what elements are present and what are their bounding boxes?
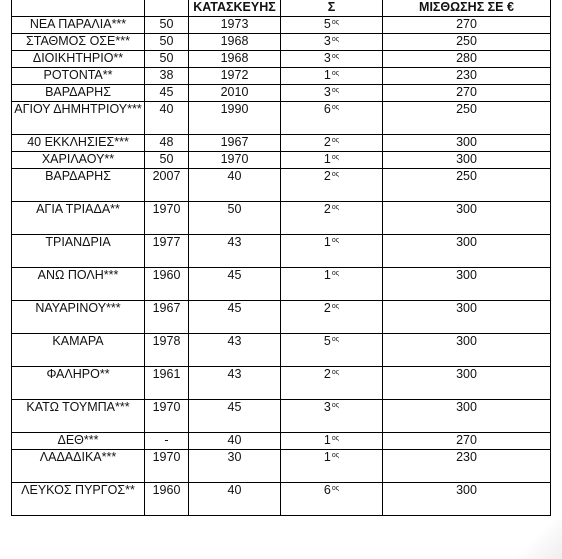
location-cell: 40 ΕΚΚΛΗΣΙΕΣ*** [12,135,145,152]
floor-ordinal-suffix: ος [331,154,340,161]
floor-number: 1 [323,152,331,166]
floor-ordinal-suffix: ος [331,104,340,111]
floor-cell [281,483,383,516]
rent-cell: 270 [383,17,551,34]
size-cell: 1967 [145,301,189,334]
floor-ordinal-suffix: ος [331,402,340,409]
location-cell: ΣΤΑΘΜΟΣ ΟΣΕ*** [12,34,145,51]
year-cell: 43 [189,334,281,367]
rent-cell: 300 [383,334,551,367]
floor-number: 3 [323,34,331,48]
table-row [12,483,551,516]
floor-cell [281,301,383,334]
size-cell: 1960 [145,483,189,516]
year-cell: 1968 [189,51,281,68]
floor-cell [281,400,383,433]
size-cell: 1970 [145,202,189,235]
location-cell: ΦΑΛΗΡΟ** [12,367,145,400]
year-cell: 40 [189,169,281,202]
floor-number: 3 [323,400,331,414]
floor-cell [281,102,383,135]
table-row [12,169,551,202]
rent-cell: 300 [383,202,551,235]
floor-cell [281,135,383,152]
location-cell: ΒΑΡΔΑΡΗΣ [12,169,145,202]
size-cell: - [145,433,189,450]
floor-number: 5 [323,17,331,31]
table-row [12,68,551,85]
floor-ordinal-suffix: ος [331,70,340,77]
floor-ordinal-suffix: ος [331,452,340,459]
floor-ordinal-suffix: ος [331,19,340,26]
floor-number: 5 [323,334,331,348]
year-cell: 1967 [189,135,281,152]
header-cell-rent: ΜΙΣΘΩΣΗΣ ΣΕ € [383,0,551,17]
rent-cell: 270 [383,433,551,450]
floor-number: 1 [323,235,331,249]
table-row [12,450,551,483]
floor-ordinal-suffix: ος [331,87,340,94]
floor-cell [281,268,383,301]
size-cell: 48 [145,135,189,152]
year-cell: 43 [189,235,281,268]
rent-cell: 250 [383,169,551,202]
year-cell: 45 [189,301,281,334]
table-row [12,367,551,400]
header-cell-floor: Σ [281,0,383,17]
floor-cell [281,450,383,483]
floor-ordinal-suffix: ος [331,237,340,244]
floor-ordinal-suffix: ος [331,171,340,178]
rent-cell: 300 [383,367,551,400]
year-cell: 30 [189,450,281,483]
rent-cell: 230 [383,68,551,85]
year-cell: 1972 [189,68,281,85]
table-row [12,235,551,268]
floor-number: 6 [323,102,331,116]
location-cell: ΒΑΡΔΑΡΗΣ [12,85,145,102]
rent-cell: 250 [383,34,551,51]
location-cell: ΑΓΙΟΥ ΔΗΜΗΤΡΙΟΥ*** [12,102,145,135]
size-cell: 40 [145,102,189,135]
size-cell: 38 [145,68,189,85]
floor-number: 2 [323,135,331,149]
table-row [12,334,551,367]
apartments-table [11,0,551,516]
location-cell: ΛΑΔΑΔΙΚΑ*** [12,450,145,483]
size-cell: 1977 [145,235,189,268]
corner-watermark [512,519,562,559]
year-cell: 45 [189,400,281,433]
table-row [12,102,551,135]
floor-number: 3 [323,51,331,65]
location-cell: ΛΕΥΚΟΣ ΠΥΡΓΟΣ** [12,483,145,516]
floor-cell [281,152,383,169]
floor-number: 2 [323,301,331,315]
floor-cell [281,68,383,85]
rent-cell: 270 [383,85,551,102]
floor-cell [281,235,383,268]
size-cell: 1970 [145,450,189,483]
location-cell: ΑΝΩ ΠΟΛΗ*** [12,268,145,301]
header-cell-size [145,0,189,17]
floor-ordinal-suffix: ος [331,435,340,442]
size-cell: 1978 [145,334,189,367]
rent-cell: 300 [383,268,551,301]
table-row [12,51,551,68]
table-row [12,268,551,301]
rent-cell: 300 [383,152,551,169]
floor-number: 1 [323,268,331,282]
size-cell: 2007 [145,169,189,202]
floor-cell [281,169,383,202]
table-row [12,152,551,169]
table-header-row [12,0,551,17]
size-cell: 45 [145,85,189,102]
year-cell: 1973 [189,17,281,34]
header-cell-area [12,0,145,17]
floor-ordinal-suffix: ος [331,36,340,43]
location-cell: ΚΑΜΑΡΑ [12,334,145,367]
table-row [12,135,551,152]
floor-cell [281,17,383,34]
floor-cell [281,51,383,68]
floor-number: 6 [323,483,331,497]
rent-cell: 230 [383,450,551,483]
size-cell: 1960 [145,268,189,301]
rent-cell: 300 [383,301,551,334]
location-cell: ΔΕΘ*** [12,433,145,450]
floor-number: 2 [323,202,331,216]
floor-number: 1 [323,68,331,82]
table-body [12,17,551,516]
year-cell: 40 [189,483,281,516]
floor-number: 2 [323,169,331,183]
size-cell: 1970 [145,400,189,433]
size-cell: 50 [145,51,189,68]
location-cell: ΤΡΙΑΝΔΡΙΑ [12,235,145,268]
floor-ordinal-suffix: ος [331,53,340,60]
floor-ordinal-suffix: ος [331,303,340,310]
floor-cell [281,34,383,51]
floor-cell [281,202,383,235]
year-cell: 45 [189,268,281,301]
size-cell: 50 [145,17,189,34]
size-cell: 1961 [145,367,189,400]
floor-number: 1 [323,433,331,447]
floor-cell [281,85,383,102]
floor-ordinal-suffix: ος [331,336,340,343]
location-cell: ΑΓΙΑ ΤΡΙΑΔΑ** [12,202,145,235]
floor-ordinal-suffix: ος [331,485,340,492]
floor-number: 2 [323,367,331,381]
floor-cell [281,367,383,400]
floor-cell [281,433,383,450]
location-cell: ΝΕΑ ΠΑΡΑΛΙΑ*** [12,17,145,34]
location-cell: ΧΑΡΙΛΑΟΥ** [12,152,145,169]
rent-cell: 300 [383,400,551,433]
year-cell: 1990 [189,102,281,135]
table-row [12,400,551,433]
floor-cell [281,334,383,367]
table-row [12,202,551,235]
floor-number: 1 [323,450,331,464]
size-cell: 50 [145,152,189,169]
floor-ordinal-suffix: ος [331,369,340,376]
table-row [12,17,551,34]
rent-cell: 300 [383,135,551,152]
year-cell: 2010 [189,85,281,102]
table-row [12,301,551,334]
floor-number: 3 [323,85,331,99]
location-cell: ΔΙΟΙΚΗΤΗΡΙΟ** [12,51,145,68]
rent-cell: 280 [383,51,551,68]
floor-ordinal-suffix: ος [331,270,340,277]
location-cell: ΚΑΤΩ ΤΟΥΜΠΑ*** [12,400,145,433]
rent-cell: 300 [383,483,551,516]
floor-ordinal-suffix: ος [331,204,340,211]
table-row [12,85,551,102]
year-cell: 1968 [189,34,281,51]
floor-ordinal-suffix: ος [331,137,340,144]
year-cell: 43 [189,367,281,400]
year-cell: 40 [189,433,281,450]
rent-cell: 250 [383,102,551,135]
table-row [12,433,551,450]
header-cell-construction: ΚΑΤΑΣΚΕΥΗΣ [189,0,281,17]
table-row [12,34,551,51]
location-cell: ΝΑΥΑΡΙΝΟΥ*** [12,301,145,334]
location-cell: ΡΟΤΟΝΤΑ** [12,68,145,85]
year-cell: 1970 [189,152,281,169]
size-cell: 50 [145,34,189,51]
rent-cell: 300 [383,235,551,268]
year-cell: 50 [189,202,281,235]
